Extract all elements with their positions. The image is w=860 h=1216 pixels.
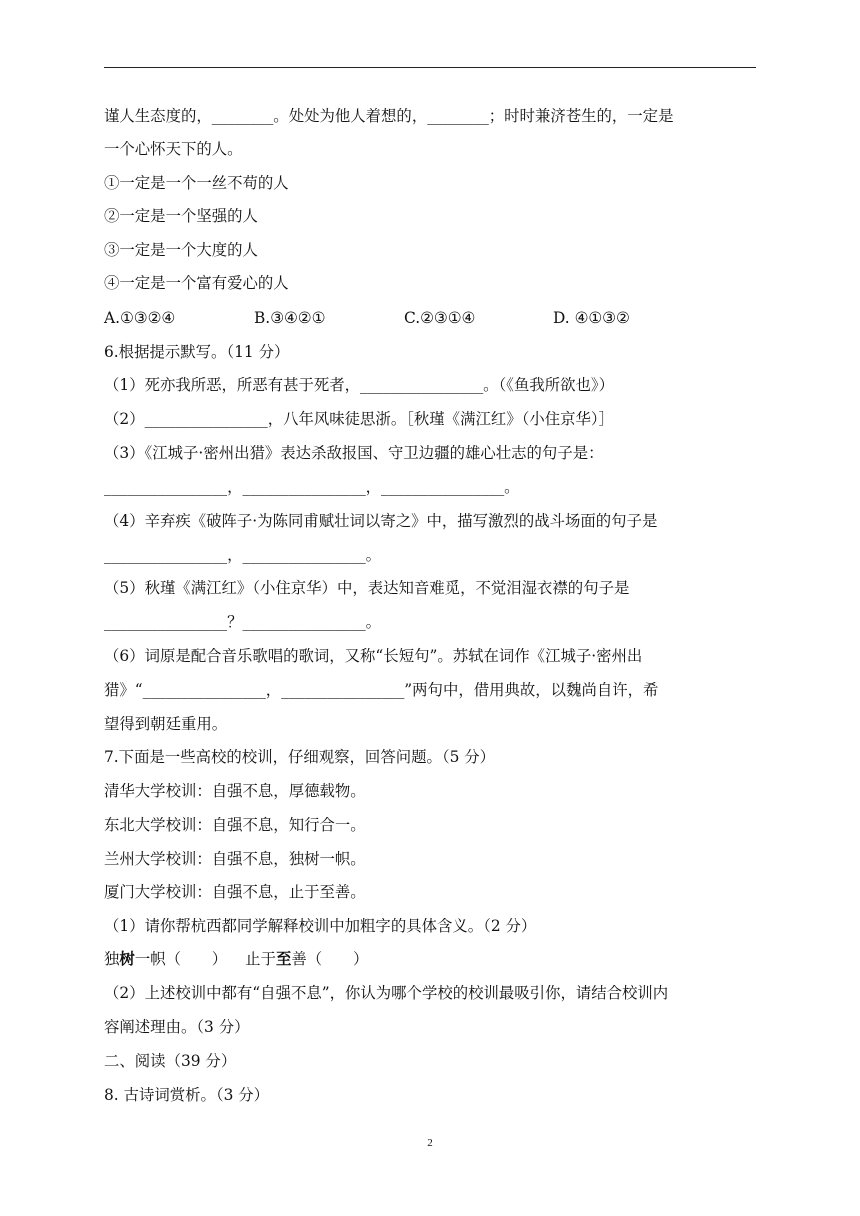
text-line: 一个心怀天下的人。	[104, 140, 243, 158]
blank-line: ________________，________________，________________。	[104, 478, 520, 496]
option-line: ④一定是一个富有爱心的人	[104, 274, 289, 292]
blank-line: ________________，________________。	[104, 546, 382, 564]
answer-choices	[104, 308, 630, 328]
text-line: （2）________________，八年风味徒思浙。［秋瑾《满江红》（小住京华）］	[104, 410, 614, 428]
blank-line: ________________？________________。	[104, 613, 382, 631]
bold-char: 树	[119, 950, 135, 968]
motto-line: 兰州大学校训：自强不息，独树一帜。	[104, 850, 366, 868]
motto-line: 厦门大学校训：自强不息，止于至善。	[104, 883, 366, 901]
question-title: 8. 古诗词赏析。（3 分）	[104, 1086, 270, 1104]
word-text: 止于	[245, 950, 276, 968]
section-title: 二、阅读（39 分）	[104, 1052, 237, 1070]
bold-word-question	[104, 949, 368, 969]
text-line: （5）秋瑾《满江红》（小住京华）中，表达知音难觅，不觉泪湿衣襟的句子是	[104, 579, 630, 597]
text-line: 谨人生态度的，________。处处为他人着想的，________；时时兼济苍生的，一定是	[104, 107, 674, 125]
motto-line: 清华大学校训：自强不息，厚德载物。	[104, 782, 366, 800]
choice-a: A.①③②④	[104, 309, 176, 327]
header-rule	[104, 67, 756, 68]
option-line: ①一定是一个一丝不苟的人	[104, 174, 289, 192]
page-number: 2	[427, 1137, 433, 1149]
word-text: 一帜（ ）	[134, 950, 228, 968]
choice-d: D. ④①③②	[553, 309, 630, 327]
choice-c: C.②③①④	[404, 309, 476, 327]
word-text: 独	[104, 950, 120, 968]
text-line: 容阐述理由。（3 分）	[104, 1018, 250, 1036]
motto-line: 东北大学校训：自强不息，知行合一。	[104, 816, 366, 834]
text-line: （3）《江城子·密州出猎》表达杀敌报国、守卫边疆的雄心壮志的句子是：	[104, 444, 604, 462]
text-line: （2）上述校训中都有“自强不息”，你认为哪个学校的校训最吸引你，请结合校训内	[104, 984, 669, 1002]
option-line: ②一定是一个坚强的人	[104, 207, 258, 225]
text-line: 猎》“________________，________________”两句中，借用典故，以魏尚自许，希	[104, 681, 659, 699]
question-title: 7.下面是一些高校的校训，仔细观察，回答问题。（5 分）	[104, 748, 496, 766]
question-title: 6.根据提示默写。（11 分）	[104, 343, 290, 361]
text-line: 望得到朝廷重用。	[104, 715, 228, 733]
word-text: 善（ ）	[291, 950, 369, 968]
bold-char: 至	[275, 950, 292, 968]
text-line: （6）词原是配合音乐歌唱的歌词，又称“长短句”。苏轼在词作《江城子·密州出	[104, 647, 643, 665]
option-line: ③一定是一个大度的人	[104, 241, 258, 259]
text-line: （4）辛弃疾《破阵子·为陈同甫赋壮词以寄之》中，描写激烈的战斗场面的句子是	[104, 512, 658, 530]
choice-b: B.③④②①	[254, 309, 326, 327]
text-line: （1）请你帮杭西都同学解释校训中加粗字的具体含义。（2 分）	[104, 917, 537, 935]
text-line: （1）死亦我所恶，所恶有甚于死者，________________。（《鱼我所欲也》）	[104, 376, 614, 394]
